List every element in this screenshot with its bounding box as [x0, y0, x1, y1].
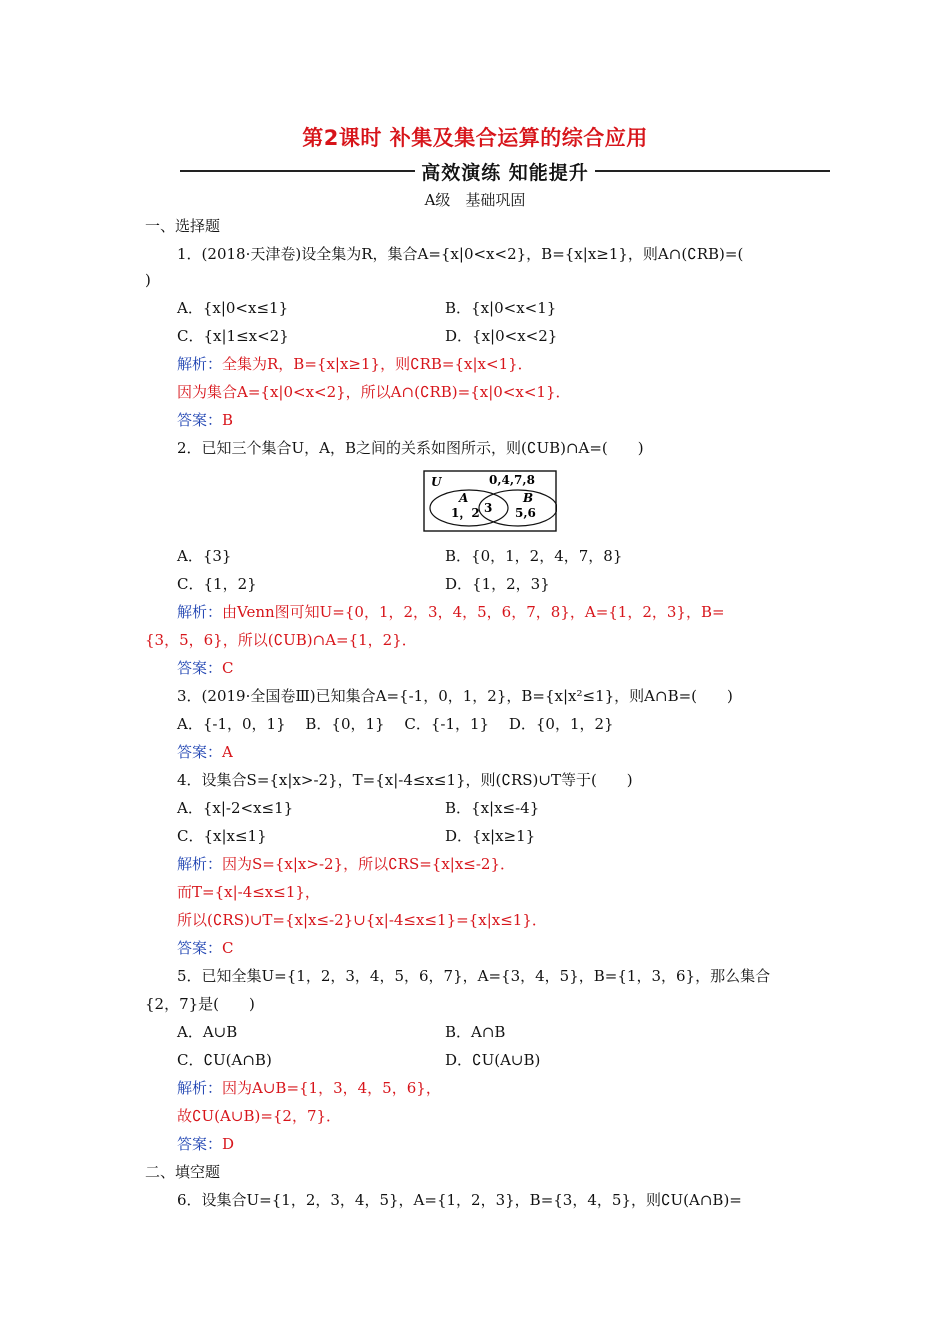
q5-stem: 5．已知全集U={1，2，3，4，5，6，7}，A={3，4，5}，B={1，3，6}，那么集合	[177, 967, 771, 985]
q2-option-d: D．{1，2，3}	[445, 575, 550, 593]
venn-intersection-element: 3	[484, 501, 493, 515]
analysis-label: 解析：	[177, 603, 223, 621]
answer-label: 答案：	[177, 411, 223, 429]
q2-option-a: A．{3}	[177, 547, 232, 565]
q5-option-d: D．∁U(A∪B)	[445, 1051, 541, 1069]
answer-label: 答案：	[177, 1135, 223, 1153]
q1-answer	[177, 410, 233, 430]
analysis-text: 由Venn图可知U={0，1，2，3，4，5，6，7，8}，A={1，2，3}，B=	[222, 603, 725, 621]
q4-analysis-3: 所以(∁RS)∪T={x|x≤-2}∪{x|-4≤x≤1}={x|x≤1}．	[177, 911, 547, 929]
divider	[180, 170, 415, 172]
section-heading-fill: 二、填空题	[145, 1163, 221, 1181]
answer-value: A	[222, 743, 233, 761]
q4-option-d: D．{x|x≥1}	[445, 827, 536, 845]
q1-option-d: D．{x|0<x<2}	[445, 327, 558, 345]
divider	[595, 170, 830, 172]
venn-a-only-elements: 1，2	[451, 506, 480, 520]
q1-option-b: B．{x|0<x<1}	[445, 299, 557, 317]
q2-analysis-2: {3，5，6}，所以(∁UB)∩A={1，2}．	[145, 631, 417, 649]
q4-option-a: A．{x|-2<x≤1}	[177, 799, 294, 817]
q4-option-c: C．{x|x≤1}	[177, 827, 267, 845]
q2-answer	[177, 658, 234, 678]
q2-option-c: C．{1，2}	[177, 575, 257, 593]
q2-option-b: B．{0，1，2，4，7，8}	[445, 547, 623, 565]
q1-analysis	[177, 354, 533, 374]
q5-stem-end: {2，7}是( )	[145, 995, 255, 1013]
answer-value: C	[222, 939, 234, 957]
q4-stem: 4．设集合S={x|x>-2}，T={x|-4≤x≤1}，则(∁RS)∪T等于( )	[177, 771, 633, 789]
answer-label: 答案：	[177, 743, 223, 761]
q6-stem: 6．设集合U={1，2，3，4，5}，A={1，2，3}，B={3，4，5}，则∁U(A∩B)=	[177, 1191, 742, 1209]
q5-answer	[177, 1134, 234, 1154]
page-title: 第2课时 补集及集合运算的综合应用	[302, 126, 648, 150]
answer-label: 答案：	[177, 939, 223, 957]
venn-diagram	[423, 470, 557, 532]
analysis-text: 全集为R，B={x|x≥1}，则∁RB={x|x<1}．	[222, 355, 533, 373]
q2-analysis	[177, 602, 725, 622]
q4-option-b: B．{x|x≤-4}	[445, 799, 540, 817]
level-heading: A级 基础巩固	[424, 191, 526, 209]
section-heading-choice: 一、选择题	[145, 217, 221, 235]
answer-value: C	[222, 659, 234, 677]
q1-analysis-2: 因为集合A={x|0<x<2}，所以A∩(∁RB)={x|0<x<1}．	[177, 383, 571, 401]
q5-analysis-2: 故∁U(A∪B)={2，7}．	[177, 1107, 342, 1125]
q4-analysis	[177, 854, 515, 874]
analysis-label: 解析：	[177, 1079, 223, 1097]
analysis-text: 因为S={x|x>-2}，所以∁RS={x|x≤-2}．	[222, 855, 516, 873]
venn-b-only-elements: 5,6	[515, 506, 536, 520]
q1-stem: 1．(2018·天津卷)设全集为R，集合A={x|0<x<2}，B={x|x≥1}，则A∩(∁RB)=(	[177, 245, 744, 263]
q1-option-a: A．{x|0<x≤1}	[177, 299, 289, 317]
subtitle-banner	[180, 158, 830, 184]
venn-outside-elements: 0,4,7,8	[489, 473, 535, 487]
venn-label-u: U	[431, 475, 442, 489]
q4-answer	[177, 938, 234, 958]
q5-option-a: A．A∪B	[177, 1023, 238, 1041]
q5-analysis	[177, 1078, 441, 1098]
analysis-label: 解析：	[177, 855, 223, 873]
q3-answer	[177, 742, 233, 762]
venn-label-b: B	[523, 491, 534, 505]
answer-value: B	[222, 411, 234, 429]
q3-options: A．{-1，0，1} B．{0，1} C．{-1，1} D．{0，1，2}	[177, 715, 614, 733]
q3-stem: 3．(2019·全国卷Ⅲ)已知集合A={-1，0，1，2}，B={x|x²≤1}，则A∩B=( )	[177, 687, 733, 705]
analysis-text: 因为A∪B={1，3，4，5，6}，	[222, 1079, 441, 1097]
subtitle: 高效演练 知能提升	[421, 161, 589, 184]
answer-value: D	[222, 1135, 235, 1153]
q4-analysis-2: 而T={x|-4≤x≤1}，	[177, 883, 320, 901]
venn-label-a: A	[459, 491, 469, 505]
answer-label: 答案：	[177, 659, 223, 677]
q5-option-b: B．A∩B	[445, 1023, 506, 1041]
q1-stem-end: )	[145, 271, 151, 289]
q5-option-c: C．∁U(A∩B)	[177, 1051, 272, 1069]
q1-option-c: C．{x|1≤x<2}	[177, 327, 289, 345]
analysis-label: 解析：	[177, 355, 223, 373]
q2-stem: 2．已知三个集合U，A，B之间的关系如图所示，则(∁UB)∩A=( )	[177, 439, 644, 457]
